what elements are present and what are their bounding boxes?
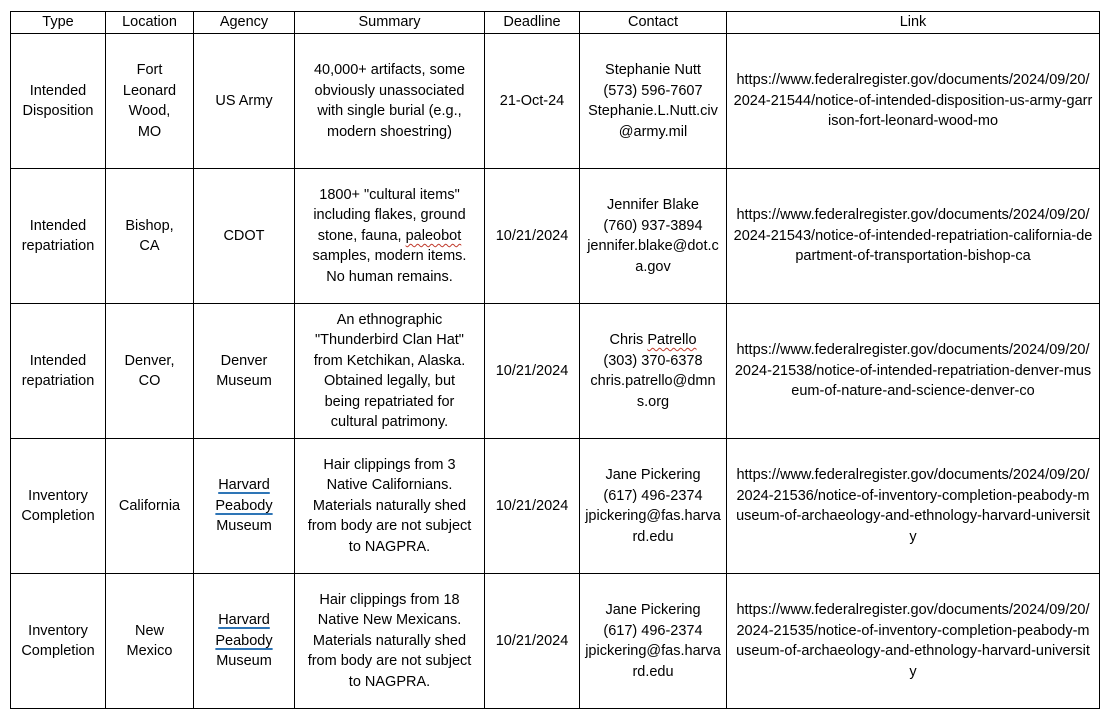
header-agency: Agency [194,12,295,34]
spelling-flagged-word: Patrello [647,332,697,348]
summary-text: samples, modern items. No human remains. [312,248,467,285]
cell-type: Intended repatriation [11,304,106,439]
header-type: Type [11,12,106,34]
cell-contact [580,169,727,304]
cell-contact [580,574,727,709]
cell-location: Bishop, CA [106,169,194,304]
cell-deadline: 10/21/2024 [485,574,580,709]
contact-phone: (303) 370-6378 [603,352,703,369]
cell-location: California [106,439,194,574]
cell-agency [194,439,295,574]
cell-summary: An ethnographic "Thunderbird Clan Hat" from Ketchikan, Alaska. Obtained legally, but being repatriated for cultural patrimony. [295,304,485,439]
header-row [11,12,1100,34]
cell-deadline: 10/21/2024 [485,439,580,574]
cell-summary: Hair clippings from 3 Native Californians. Materials naturally shed from body are not subject to NAGPRA. [295,439,485,574]
agency-text: Museum [216,518,272,535]
cell-type: Intended Disposition [11,34,106,169]
cell-link[interactable]: https://www.federalregister.gov/documents/2024/09/20/2024-21544/notice-of-intended-disposition-us-army-garrison-fort-leonard-wood-mo [727,34,1100,169]
spelling-flagged-word: paleobot [405,227,462,244]
contact-email[interactable]: jpickering@fas.harvard.edu [585,643,721,680]
agency-underlined-text: Harvard Peabody [215,612,273,649]
header-link: Link [727,12,1100,34]
cell-deadline: 10/21/2024 [485,304,580,439]
notices-table [10,11,1100,709]
contact-email[interactable]: chris.patrello@dmns.org [590,373,716,410]
contact-phone: (617) 496-2374 [603,487,703,504]
cell-location: New Mexico [106,574,194,709]
cell-contact [580,439,727,574]
contact-phone: (760) 937-3894 [603,217,703,234]
cell-link[interactable]: https://www.federalregister.gov/documents/2024/09/20/2024-21535/notice-of-inventory-completion-peabody-museum-of-archaeology-and-ethnology-harvard-university [727,574,1100,709]
contact-name: Jane Pickering [605,467,701,483]
cell-deadline: 10/21/2024 [485,169,580,304]
cell-summary [295,169,485,304]
table-row [11,439,1100,574]
cell-location: Fort Leonard Wood, MO [106,34,194,169]
cell-location: Denver, CO [106,304,194,439]
cell-agency: US Army [194,34,295,169]
header-contact: Contact [580,12,727,34]
cell-agency [194,574,295,709]
cell-link[interactable]: https://www.federalregister.gov/documents/2024/09/20/2024-21538/notice-of-intended-repatriation-denver-museum-of-nature-and-science-denver-co [727,304,1100,439]
agency-text: Museum [216,653,272,670]
contact-email[interactable]: Stephanie.L.Nutt.civ@army.mil [588,103,718,140]
contact-email[interactable]: jpickering@fas.harvard.edu [585,508,721,545]
cell-link[interactable]: https://www.federalregister.gov/documents/2024/09/20/2024-21543/notice-of-intended-repatriation-california-department-of-transportation-bishop-ca [727,169,1100,304]
cell-type: Intended repatriation [11,169,106,304]
header-location: Location [106,12,194,34]
contact-name: Jennifer Blake [607,197,699,213]
summary-text: 1800+ "cultural items" including flakes, ground stone, fauna, [313,186,466,244]
cell-agency: CDOT [194,169,295,304]
table-row [11,304,1100,439]
cell-type: Inventory Completion [11,439,106,574]
cell-deadline: 21-Oct-24 [485,34,580,169]
agency-underlined-text: Harvard Peabody [215,477,273,514]
contact-phone: (573) 596-7607 [603,82,703,99]
contact-name: Stephanie Nutt [605,62,701,78]
table-row [11,169,1100,304]
cell-type: Inventory Completion [11,574,106,709]
cell-summary: Hair clippings from 18 Native New Mexicans. Materials naturally shed from body are not subject to NAGPRA. [295,574,485,709]
header-deadline: Deadline [485,12,580,34]
cell-contact [580,304,727,439]
header-summary: Summary [295,12,485,34]
cell-summary: 40,000+ artifacts, some obviously unassociated with single burial (e.g., modern shoestring) [295,34,485,169]
cell-contact [580,34,727,169]
table-row [11,34,1100,169]
cell-link[interactable]: https://www.federalregister.gov/documents/2024/09/20/2024-21536/notice-of-inventory-completion-peabody-museum-of-archaeology-and-ethnology-harvard-university [727,439,1100,574]
contact-name: Jane Pickering [605,602,701,618]
contact-name [585,330,721,351]
cell-agency: Denver Museum [194,304,295,439]
table-row [11,574,1100,709]
contact-email[interactable]: jennifer.blake@dot.ca.gov [587,238,719,275]
contact-first-name: Chris [609,332,648,348]
contact-phone: (617) 496-2374 [603,622,703,639]
